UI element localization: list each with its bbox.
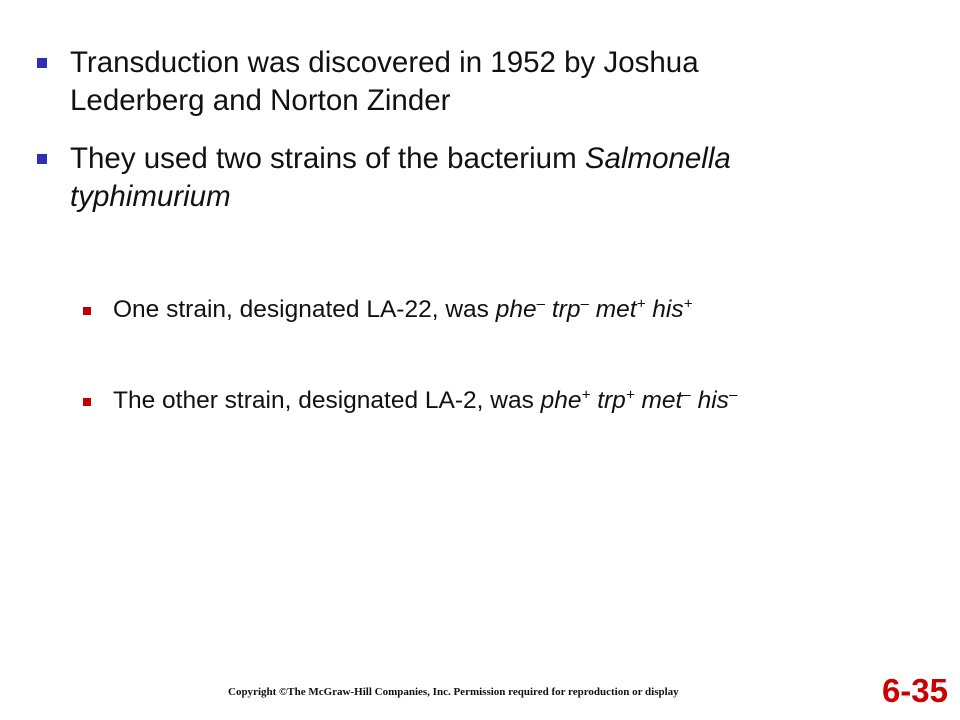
sub-bullet-text: The other strain, designated LA-2, was: [113, 387, 541, 414]
sub-bullet-text: One strain, designated LA-22, was: [113, 296, 496, 323]
bullet-line: Lederberg and Norton Zinder: [70, 84, 451, 117]
gene: his+: [652, 295, 693, 323]
bullet-line: Transduction was discovered in 1952 by Joshua: [70, 46, 699, 79]
gene: phe+: [540, 386, 591, 414]
gene: trp+: [597, 386, 635, 414]
bacterium-species: typhimurium: [70, 180, 231, 213]
bacterium-genus: Salmonella: [584, 142, 731, 175]
sub-bullet-la22: [113, 295, 933, 325]
bullet-discovery: [70, 44, 910, 120]
gene: trp–: [551, 295, 589, 323]
sub-bullet-square-icon: [83, 307, 91, 315]
gene: met–: [641, 386, 691, 414]
gene: his–: [697, 386, 738, 414]
bullet-text: They used two strains of the bacterium: [70, 142, 585, 175]
gene: met+: [595, 295, 646, 323]
sub-bullet-square-icon: [83, 398, 91, 406]
slide-number: 6-35: [881, 672, 948, 709]
gene: phe–: [495, 295, 546, 323]
bullet-strains: [70, 140, 910, 216]
bullet-square-icon: [37, 154, 47, 164]
sub-bullet-la2: [113, 386, 933, 416]
bullet-square-icon: [37, 58, 47, 68]
copyright-notice: Copyright ©The McGraw-Hill Companies, Inc. Permission required for reproduction or display: [228, 686, 679, 698]
